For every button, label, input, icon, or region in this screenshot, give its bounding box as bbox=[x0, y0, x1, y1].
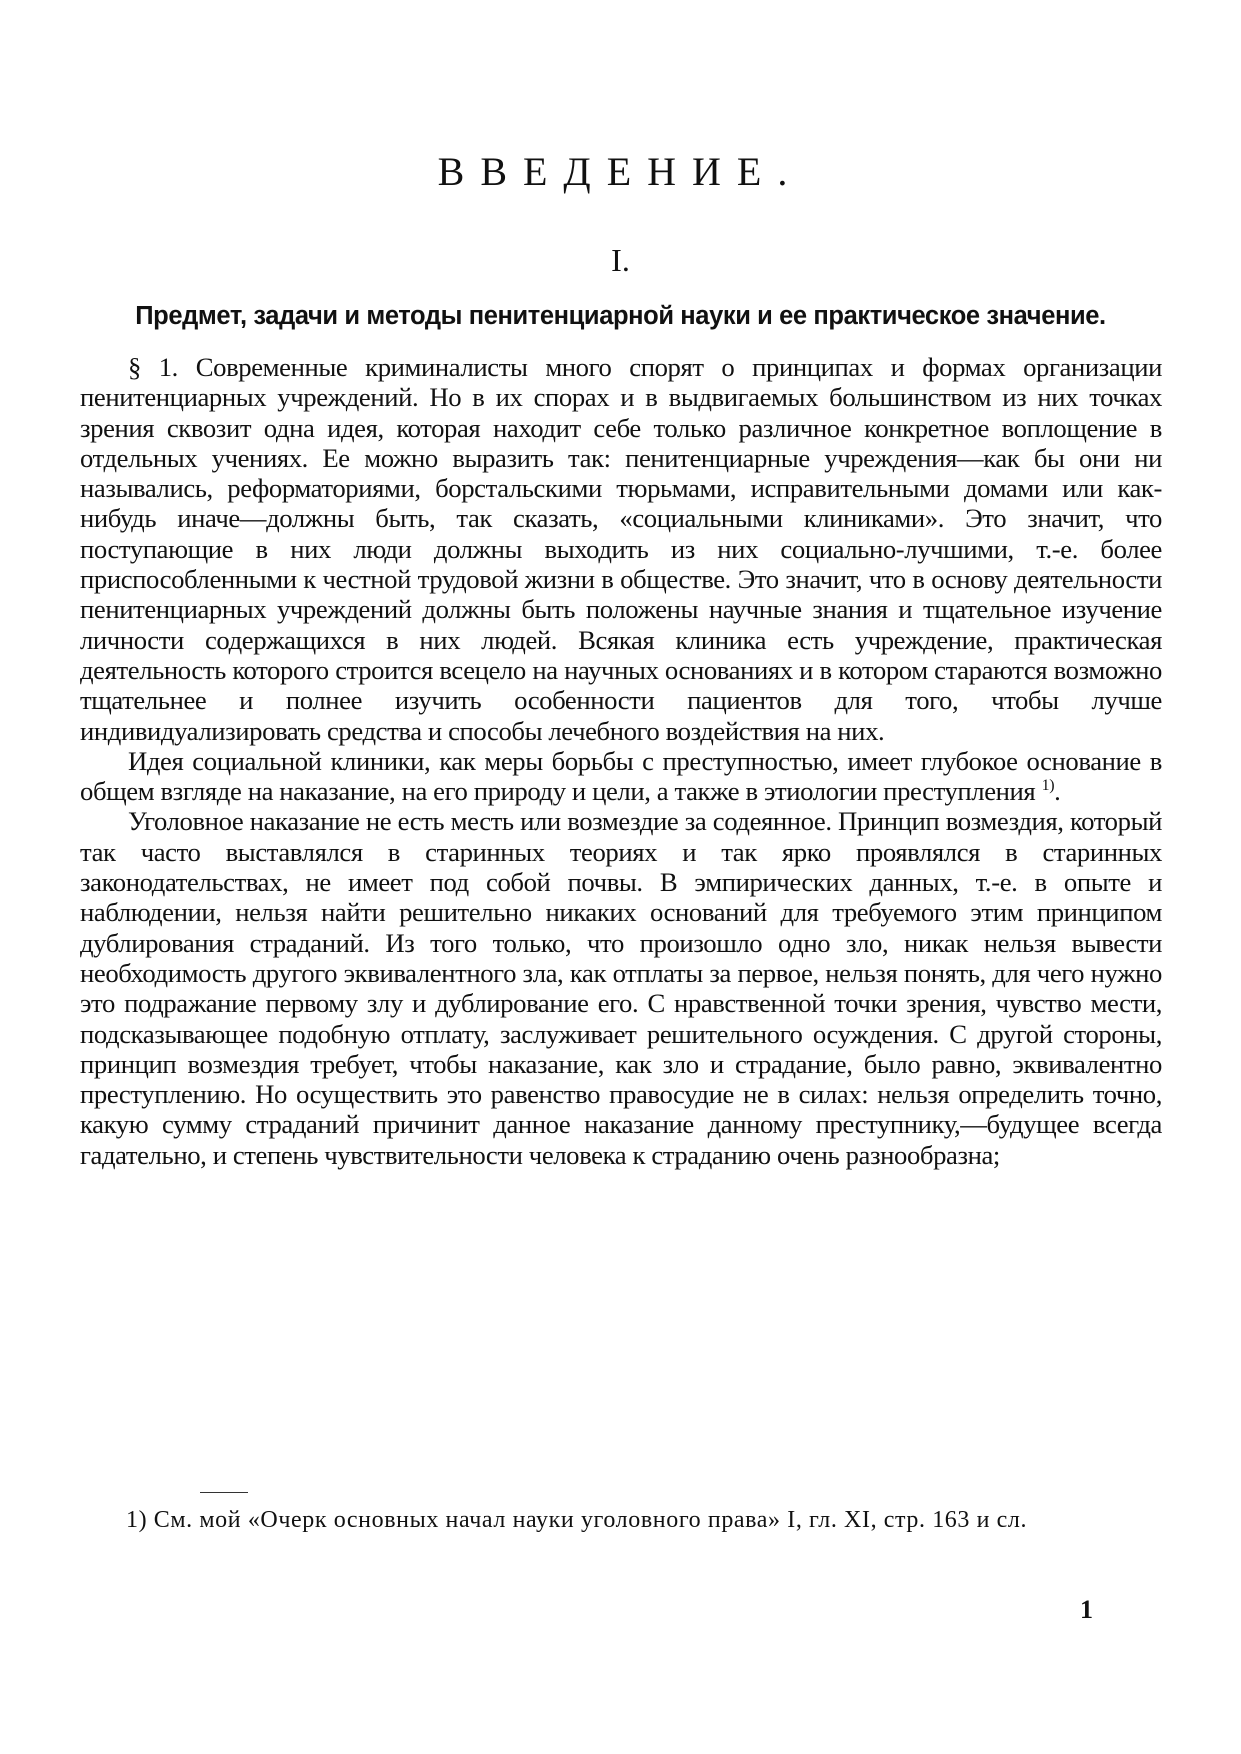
footnote-divider bbox=[200, 1492, 248, 1493]
paragraph-2 bbox=[80, 746, 1162, 807]
page-number: 1 bbox=[1080, 1595, 1093, 1624]
footnote-reference: 1) bbox=[1041, 777, 1055, 795]
body-text bbox=[80, 352, 1162, 1170]
paragraph-2-text: Идея социальной клиники, как меры борьбы с преступностью, имеет глубокое основание в общем взгляде на наказание, на его природу и цели, а также в этиологии преступления bbox=[80, 745, 1162, 807]
section-heading: Предмет, задачи и методы пенитенциарной науки и ее практическое значение. bbox=[135, 302, 1106, 330]
paragraph-1: § 1. Современные криминалисты много спорят о принципах и формах организации пенитенциарных учреждений. Но в их спорах и в выдвигаемых большинством из них точках зрения сквозит одна идея, которая находит себе только различное конкретное воплощение в отдельных учениях. Ее можно выразить так: пенитенциарные учреждения—как бы они ни назывались, реформаториями, борстальскими тюрьмами, исправительными домами или как-нибудь иначе—должны быть, так сказать, «социальными клиниками». Это значит, что поступающие в них люди должны выходить из них социально-лучшими, т.-е. более приспособленными к честной трудовой жизни в обществе. Это значит, что в основу деятельности пенитенциарных учреждений должны быть положены научные знания и тщательное изучение личности содержащихся в них людей. Всякая клиника есть учреждение, практическая деятельность которого строится всецело на научных основаниях и в котором стараются возможно тщательнее и полнее изучить особенности пациентов для того, чтобы лучше индивидуализировать средства и способы лечебного воздействия на них. bbox=[80, 352, 1162, 746]
footnote: 1) См. мой «Очерк основных начал науки уголовного права» I, гл. XI, стр. 163 и сл. bbox=[126, 1507, 1028, 1533]
paragraph-2-end: . bbox=[1054, 776, 1061, 807]
section-number: I. bbox=[611, 242, 630, 278]
chapter-title: ВВЕДЕНИЕ. bbox=[437, 149, 804, 194]
paragraph-3: Уголовное наказание не есть месть или возмездие за содеянное. Принцип возмездия, который так часто выставлялся в старинных теориях и так ярко проявлялся в старинных законодательствах, не имеет под собой почвы. В эмпирических данных, т.-е. в опыте и наблюдении, нельзя найти решительно никаких оснований для требуемого этим принципом дублирования страданий. Из того только, что произошло одно зло, никак нельзя вывести необходимость другого эквивалентного зла, как отплаты за первое, нельзя понять, для чего нужно это подражание первому злу и дублирование его. С нравственной точки зрения, чувство мести, подсказывающее подобную отплату, заслуживает решительного осуждения. С другой стороны, принцип возмездия требует, чтобы наказание, как зло и страдание, было равно, эквивалентно преступлению. Но осуществить это равенство правосудие не в силах: нельзя определить точно, какую сумму страданий причинит данное наказание данному преступнику,—будущее всегда гадательно, и степень чувствительности человека к страданию очень разнообразна; bbox=[80, 806, 1162, 1170]
